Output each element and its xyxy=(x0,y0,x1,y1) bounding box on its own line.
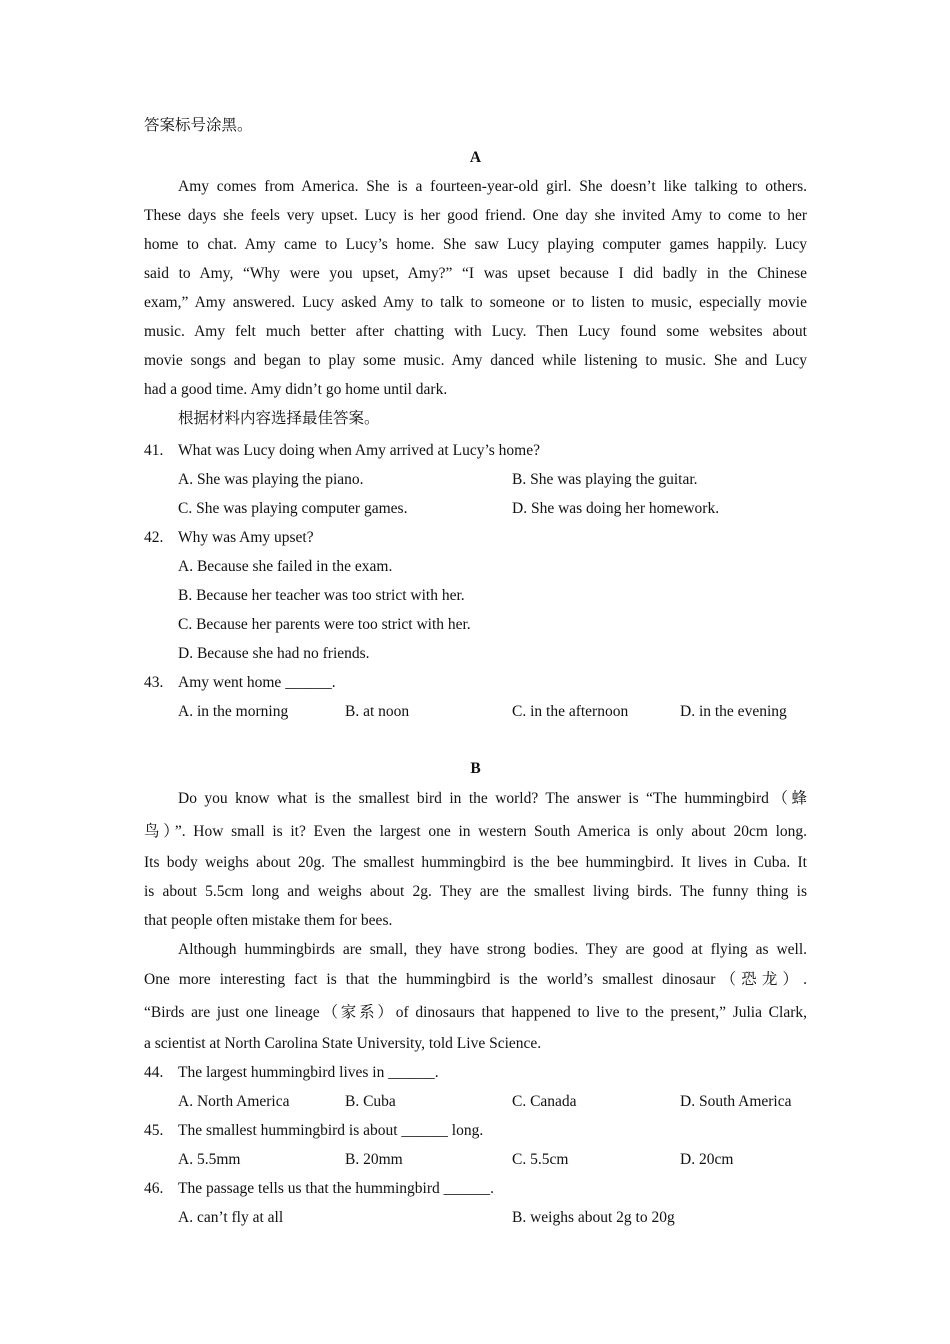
passage-a-line: had a good time. Amy didn’t go home until dark. xyxy=(144,381,448,398)
question-number: 44. xyxy=(144,1064,164,1081)
option-a: A. North America xyxy=(178,1093,290,1110)
question-text: What was Lucy doing when Amy arrived at Lucy’s home? xyxy=(178,442,540,459)
question-text: Why was Amy upset? xyxy=(178,529,314,546)
option-b: B. Because her teacher was too strict with her. xyxy=(178,587,465,604)
option-b: B. at noon xyxy=(345,703,410,720)
passage-b-line: is about 5.5cm long and weighs about 2g. They are the smallest living birds. The funny thing is xyxy=(144,883,807,900)
question-text: The largest hummingbird lives in ______. xyxy=(178,1064,439,1081)
passage-b-line: One more interesting fact is that the hummingbird is the world’s smallest dinosaur（恐龙）. xyxy=(144,971,807,988)
option-c: C. Because her parents were too strict with her. xyxy=(178,616,471,633)
question-text: Amy went home ______. xyxy=(178,674,336,691)
option-d: D. Because she had no friends. xyxy=(178,645,370,662)
option-c: C. in the afternoon xyxy=(512,703,629,720)
passage-b-line: a scientist at North Carolina State University, told Live Science. xyxy=(144,1035,542,1052)
passage-a-line: These days she feels very upset. Lucy is her good friend. One day she invited Amy to come to her xyxy=(144,207,807,224)
passage-a-line: Amy comes from America. She is a fourteen-year-old girl. She doesn’t like talking to others. xyxy=(178,178,807,195)
option-a: A. She was playing the piano. xyxy=(178,471,364,488)
section-b-heading: B xyxy=(470,760,481,777)
option-b: B. 20mm xyxy=(345,1151,403,1168)
option-d: D. in the evening xyxy=(680,703,787,720)
passage-a-line: said to Amy, “Why were you upset, Amy?” “I was upset because I did badly in the Chinese xyxy=(144,265,807,282)
passage-b-line: Although hummingbirds are small, they have strong bodies. They are good at flying as well. xyxy=(178,941,807,958)
intro-line: 答案标号涂黑。 xyxy=(144,117,253,134)
option-d: D. She was doing her homework. xyxy=(512,500,720,517)
option-c: C. 5.5cm xyxy=(512,1151,569,1168)
option-a: A. Because she failed in the exam. xyxy=(178,558,393,575)
question-text: The smallest hummingbird is about ______ long. xyxy=(178,1122,484,1139)
option-d: D. 20cm xyxy=(680,1151,734,1168)
option-a: A. 5.5mm xyxy=(178,1151,241,1168)
option-b: B. weighs about 2g to 20g xyxy=(512,1209,675,1226)
passage-a-line: exam,” Amy answered. Lucy asked Amy to talk to someone or to listen to music, especially movie xyxy=(144,294,807,311)
option-c: C. She was playing computer games. xyxy=(178,500,408,517)
passage-b-line: “Birds are just one lineage（家系）of dinosaurs that happened to live to the present,” Julia Clark, xyxy=(144,1004,807,1021)
question-number: 46. xyxy=(144,1180,164,1197)
option-b: B. She was playing the guitar. xyxy=(512,471,698,488)
option-a: A. in the morning xyxy=(178,703,289,720)
option-d: D. South America xyxy=(680,1093,792,1110)
passage-a-line: movie songs and began to play some music. Amy danced while listening to music. She and Lucy xyxy=(144,352,807,369)
option-a: A. can’t fly at all xyxy=(178,1209,284,1226)
passage-b-line: Its body weighs about 20g. The smallest hummingbird is the bee hummingbird. It lives in Cuba. It xyxy=(144,854,807,871)
option-b: B. Cuba xyxy=(345,1093,396,1110)
passage-b-line: Do you know what is the smallest bird in the world? The answer is “The hummingbird（蜂 xyxy=(178,790,807,807)
passage-b-line: 鸟）”. How small is it? Even the largest one in western South America is only about 20cm long. xyxy=(144,823,807,840)
passage-a-line: music. Amy felt much better after chatting with Lucy. Then Lucy found some websites about xyxy=(144,323,807,340)
passage-b-line: that people often mistake them for bees. xyxy=(144,912,393,929)
instruction-line: 根据材料内容选择最佳答案。 xyxy=(178,410,380,427)
question-number: 43. xyxy=(144,674,164,691)
question-number: 41. xyxy=(144,442,164,459)
passage-a-line: home to chat. Amy came to Lucy’s home. She saw Lucy playing computer games happily. Lucy xyxy=(144,236,807,253)
section-a-heading: A xyxy=(469,149,482,166)
option-c: C. Canada xyxy=(512,1093,577,1110)
question-number: 42. xyxy=(144,529,164,546)
question-number: 45. xyxy=(144,1122,164,1139)
question-text: The passage tells us that the hummingbird ______. xyxy=(178,1180,494,1197)
